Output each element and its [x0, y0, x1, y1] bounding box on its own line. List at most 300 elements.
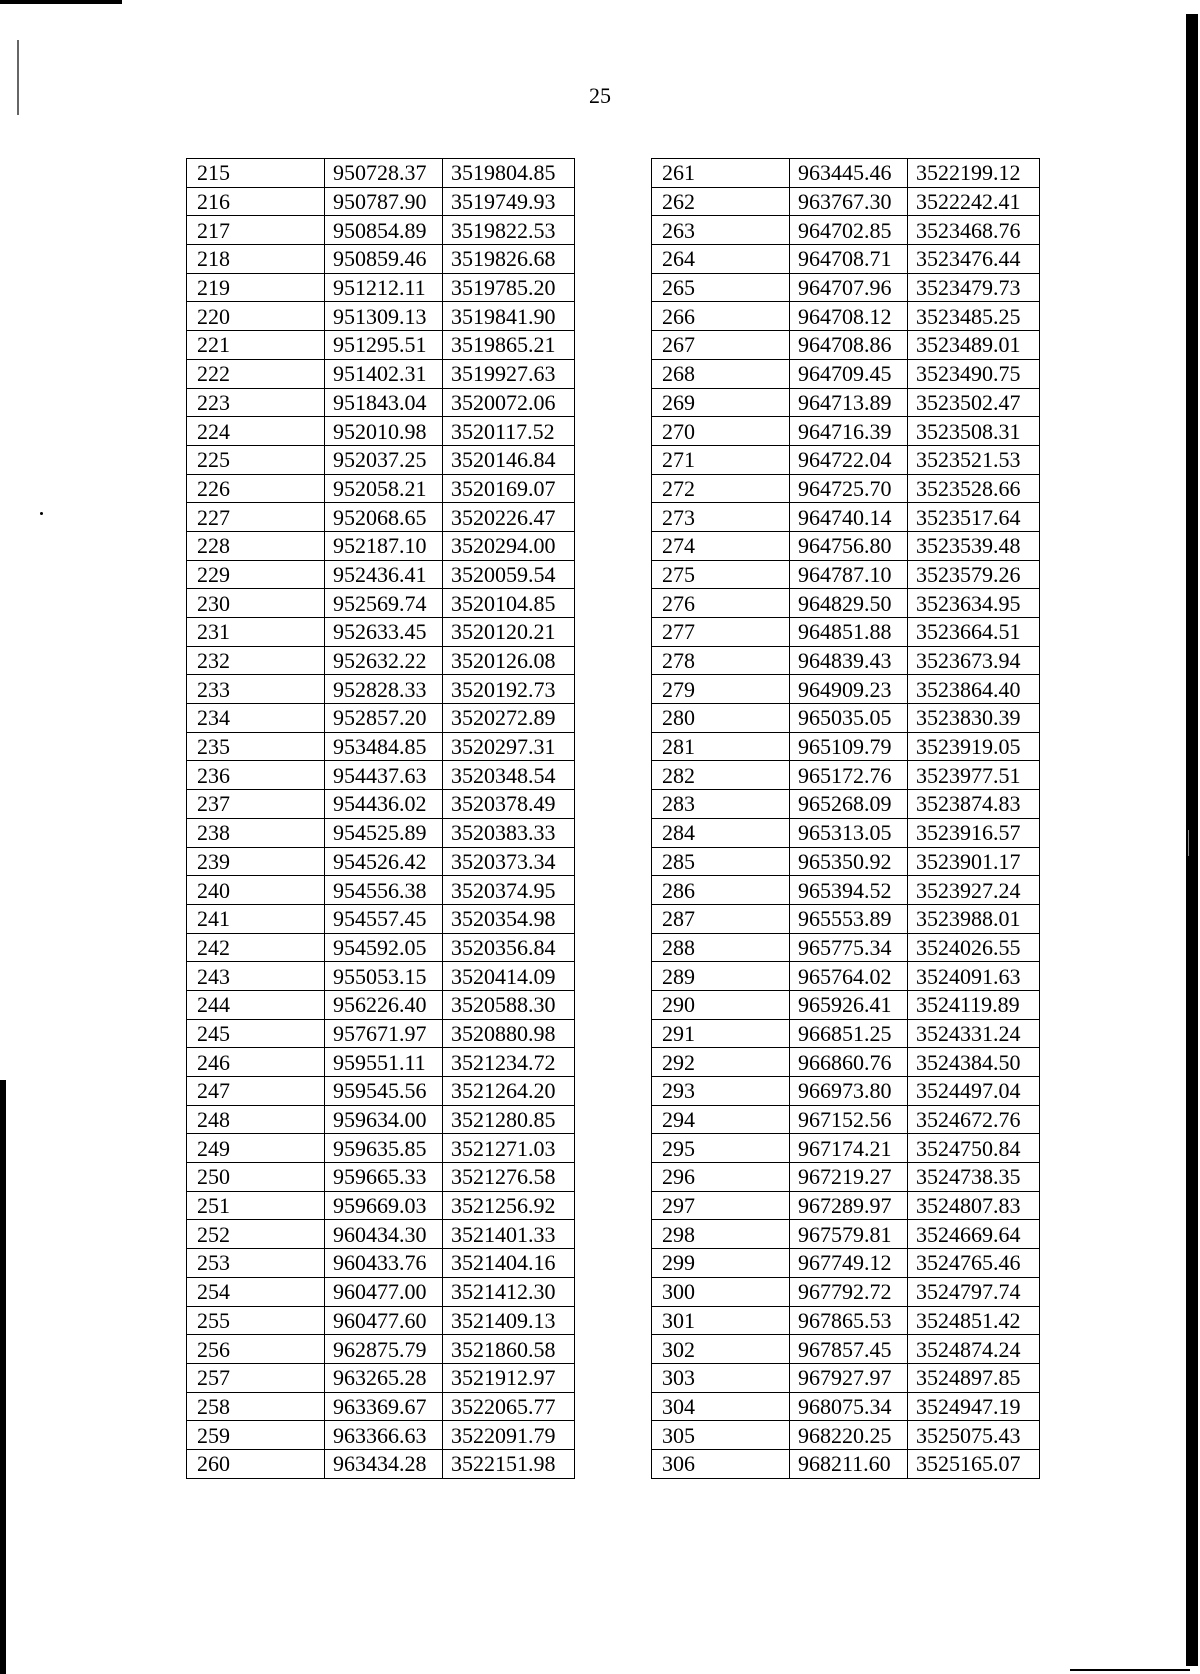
x-coordinate-cell: 965553.89 [790, 904, 908, 933]
table-row [652, 273, 1040, 302]
point-number-cell: 281 [652, 732, 790, 761]
x-coordinate-cell: 952187.10 [325, 531, 443, 560]
table-row [652, 1306, 1040, 1335]
y-coordinate-cell: 3520104.85 [443, 589, 575, 618]
point-number-cell: 291 [652, 1019, 790, 1048]
table-row [652, 531, 1040, 560]
y-coordinate-cell: 3524750.84 [908, 1134, 1040, 1163]
y-coordinate-cell: 3523517.64 [908, 503, 1040, 532]
table-row [652, 216, 1040, 245]
point-number-cell: 289 [652, 962, 790, 991]
point-number-cell: 272 [652, 474, 790, 503]
y-coordinate-cell: 3522091.79 [443, 1421, 575, 1450]
point-number-cell: 239 [187, 847, 325, 876]
y-coordinate-cell: 3520226.47 [443, 503, 575, 532]
x-coordinate-cell: 952068.65 [325, 503, 443, 532]
table-row [187, 732, 575, 761]
x-coordinate-cell: 959551.11 [325, 1048, 443, 1077]
y-coordinate-cell: 3520072.06 [443, 388, 575, 417]
y-coordinate-cell: 3523490.75 [908, 359, 1040, 388]
table-row [187, 1019, 575, 1048]
x-coordinate-cell: 967289.97 [790, 1191, 908, 1220]
x-coordinate-cell: 954592.05 [325, 933, 443, 962]
y-coordinate-cell: 3521409.13 [443, 1306, 575, 1335]
y-coordinate-cell: 3524497.04 [908, 1077, 1040, 1106]
y-coordinate-cell: 3519841.90 [443, 302, 575, 331]
point-number-cell: 241 [187, 904, 325, 933]
y-coordinate-cell: 3523916.57 [908, 818, 1040, 847]
x-coordinate-cell: 964708.71 [790, 245, 908, 274]
y-coordinate-cell: 3520192.73 [443, 675, 575, 704]
x-coordinate-cell: 950854.89 [325, 216, 443, 245]
point-number-cell: 248 [187, 1105, 325, 1134]
x-coordinate-cell: 963767.30 [790, 187, 908, 216]
y-coordinate-cell: 3523579.26 [908, 560, 1040, 589]
y-coordinate-cell: 3524331.24 [908, 1019, 1040, 1048]
coordinate-table-left [186, 158, 575, 1479]
y-coordinate-cell: 3519804.85 [443, 159, 575, 188]
y-coordinate-cell: 3522065.77 [443, 1392, 575, 1421]
point-number-cell: 288 [652, 933, 790, 962]
x-coordinate-cell: 957671.97 [325, 1019, 443, 1048]
x-coordinate-cell: 952037.25 [325, 445, 443, 474]
point-number-cell: 234 [187, 704, 325, 733]
point-number-cell: 240 [187, 876, 325, 905]
point-number-cell: 277 [652, 618, 790, 647]
point-number-cell: 235 [187, 732, 325, 761]
y-coordinate-cell: 3521271.03 [443, 1134, 575, 1163]
point-number-cell: 260 [187, 1449, 325, 1478]
point-number-cell: 256 [187, 1335, 325, 1364]
table-row [652, 1277, 1040, 1306]
y-coordinate-cell: 3520880.98 [443, 1019, 575, 1048]
point-number-cell: 230 [187, 589, 325, 618]
point-number-cell: 274 [652, 531, 790, 560]
y-coordinate-cell: 3524807.83 [908, 1191, 1040, 1220]
y-coordinate-cell: 3524384.50 [908, 1048, 1040, 1077]
table-row [187, 1191, 575, 1220]
x-coordinate-cell: 964722.04 [790, 445, 908, 474]
x-coordinate-cell: 967927.97 [790, 1363, 908, 1392]
point-number-cell: 273 [652, 503, 790, 532]
point-number-cell: 296 [652, 1163, 790, 1192]
table-row [187, 1249, 575, 1278]
table-row [652, 388, 1040, 417]
point-number-cell: 261 [652, 159, 790, 188]
y-coordinate-cell: 3520126.08 [443, 646, 575, 675]
point-number-cell: 295 [652, 1134, 790, 1163]
table-row [187, 589, 575, 618]
x-coordinate-cell: 952633.45 [325, 618, 443, 647]
table-row [652, 847, 1040, 876]
x-coordinate-cell: 960477.00 [325, 1277, 443, 1306]
y-coordinate-cell: 3521264.20 [443, 1077, 575, 1106]
point-number-cell: 269 [652, 388, 790, 417]
y-coordinate-cell: 3519826.68 [443, 245, 575, 274]
y-coordinate-cell: 3523830.39 [908, 704, 1040, 733]
y-coordinate-cell: 3523927.24 [908, 876, 1040, 905]
point-number-cell: 227 [187, 503, 325, 532]
table-row [652, 359, 1040, 388]
x-coordinate-cell: 954556.38 [325, 876, 443, 905]
x-coordinate-cell: 964707.96 [790, 273, 908, 302]
x-coordinate-cell: 959634.00 [325, 1105, 443, 1134]
point-number-cell: 237 [187, 790, 325, 819]
x-coordinate-cell: 965926.41 [790, 990, 908, 1019]
point-number-cell: 278 [652, 646, 790, 675]
y-coordinate-cell: 3523489.01 [908, 331, 1040, 360]
y-coordinate-cell: 3523634.95 [908, 589, 1040, 618]
y-coordinate-cell: 3520354.98 [443, 904, 575, 933]
table-row [652, 933, 1040, 962]
y-coordinate-cell: 3524672.76 [908, 1105, 1040, 1134]
y-coordinate-cell: 3524026.55 [908, 933, 1040, 962]
point-number-cell: 301 [652, 1306, 790, 1335]
x-coordinate-cell: 963369.67 [325, 1392, 443, 1421]
top-scan-rule [0, 0, 122, 4]
x-coordinate-cell: 968075.34 [790, 1392, 908, 1421]
point-number-cell: 282 [652, 761, 790, 790]
y-coordinate-cell: 3520297.31 [443, 732, 575, 761]
point-number-cell: 255 [187, 1306, 325, 1335]
point-number-cell: 303 [652, 1363, 790, 1392]
x-coordinate-cell: 954437.63 [325, 761, 443, 790]
x-coordinate-cell: 960434.30 [325, 1220, 443, 1249]
y-coordinate-cell: 3523864.40 [908, 675, 1040, 704]
y-coordinate-cell: 3524669.64 [908, 1220, 1040, 1249]
x-coordinate-cell: 964713.89 [790, 388, 908, 417]
x-coordinate-cell: 967219.27 [790, 1163, 908, 1192]
table-row [652, 1421, 1040, 1450]
table-row [187, 818, 575, 847]
table-row [187, 646, 575, 675]
point-number-cell: 232 [187, 646, 325, 675]
point-number-cell: 290 [652, 990, 790, 1019]
table-row [652, 675, 1040, 704]
point-number-cell: 257 [187, 1363, 325, 1392]
x-coordinate-cell: 965764.02 [790, 962, 908, 991]
table-row [187, 1277, 575, 1306]
table-row [652, 1191, 1040, 1220]
point-number-cell: 259 [187, 1421, 325, 1450]
x-coordinate-cell: 952058.21 [325, 474, 443, 503]
y-coordinate-cell: 3524797.74 [908, 1277, 1040, 1306]
x-coordinate-cell: 967579.81 [790, 1220, 908, 1249]
x-coordinate-cell: 967174.21 [790, 1134, 908, 1163]
point-number-cell: 294 [652, 1105, 790, 1134]
bottom-scan-rule [1070, 1669, 1190, 1671]
table-row [187, 761, 575, 790]
x-coordinate-cell: 965350.92 [790, 847, 908, 876]
y-coordinate-cell: 3521256.92 [443, 1191, 575, 1220]
y-coordinate-cell: 3523977.51 [908, 761, 1040, 790]
point-number-cell: 244 [187, 990, 325, 1019]
x-coordinate-cell: 967865.53 [790, 1306, 908, 1335]
table-row [652, 1077, 1040, 1106]
point-number-cell: 292 [652, 1048, 790, 1077]
x-coordinate-cell: 954557.45 [325, 904, 443, 933]
y-coordinate-cell: 3520117.52 [443, 417, 575, 446]
x-coordinate-cell: 964708.86 [790, 331, 908, 360]
x-coordinate-cell: 964725.70 [790, 474, 908, 503]
x-coordinate-cell: 966973.80 [790, 1077, 908, 1106]
table-row [652, 1220, 1040, 1249]
point-number-cell: 287 [652, 904, 790, 933]
table-row [652, 761, 1040, 790]
point-number-cell: 279 [652, 675, 790, 704]
x-coordinate-cell: 950787.90 [325, 187, 443, 216]
y-coordinate-cell: 3524119.89 [908, 990, 1040, 1019]
right-scan-mark [1188, 830, 1189, 856]
point-number-cell: 300 [652, 1277, 790, 1306]
point-number-cell: 236 [187, 761, 325, 790]
x-coordinate-cell: 964909.23 [790, 675, 908, 704]
table-row [652, 704, 1040, 733]
left-scan-edge [0, 1080, 6, 1674]
y-coordinate-cell: 3524897.85 [908, 1363, 1040, 1392]
x-coordinate-cell: 959545.56 [325, 1077, 443, 1106]
x-coordinate-cell: 951843.04 [325, 388, 443, 417]
table-row [187, 990, 575, 1019]
table-row [652, 962, 1040, 991]
table-row [187, 1335, 575, 1364]
point-number-cell: 226 [187, 474, 325, 503]
table-row [187, 1449, 575, 1478]
y-coordinate-cell: 3523468.76 [908, 216, 1040, 245]
table-row [652, 646, 1040, 675]
y-coordinate-cell: 3523479.73 [908, 273, 1040, 302]
table-row [187, 962, 575, 991]
y-coordinate-cell: 3520146.84 [443, 445, 575, 474]
x-coordinate-cell: 950728.37 [325, 159, 443, 188]
table-row [187, 331, 575, 360]
x-coordinate-cell: 964787.10 [790, 560, 908, 589]
table-row [652, 503, 1040, 532]
x-coordinate-cell: 964839.43 [790, 646, 908, 675]
point-number-cell: 246 [187, 1048, 325, 1077]
table-row [187, 876, 575, 905]
y-coordinate-cell: 3523919.05 [908, 732, 1040, 761]
table-row [187, 359, 575, 388]
x-coordinate-cell: 955053.15 [325, 962, 443, 991]
table-row [187, 618, 575, 647]
table-row [652, 732, 1040, 761]
table-row [187, 1220, 575, 1249]
y-coordinate-cell: 3523485.25 [908, 302, 1040, 331]
y-coordinate-cell: 3522151.98 [443, 1449, 575, 1478]
table-row [652, 1019, 1040, 1048]
point-number-cell: 262 [652, 187, 790, 216]
table-row [652, 589, 1040, 618]
y-coordinate-cell: 3519749.93 [443, 187, 575, 216]
point-number-cell: 252 [187, 1220, 325, 1249]
x-coordinate-cell: 951402.31 [325, 359, 443, 388]
x-coordinate-cell: 952828.33 [325, 675, 443, 704]
point-number-cell: 247 [187, 1077, 325, 1106]
y-coordinate-cell: 3520378.49 [443, 790, 575, 819]
table-row [187, 503, 575, 532]
point-number-cell: 258 [187, 1392, 325, 1421]
y-coordinate-cell: 3523476.44 [908, 245, 1040, 274]
table-row [187, 904, 575, 933]
table-row [652, 1335, 1040, 1364]
y-coordinate-cell: 3521280.85 [443, 1105, 575, 1134]
x-coordinate-cell: 964851.88 [790, 618, 908, 647]
y-coordinate-cell: 3523502.47 [908, 388, 1040, 417]
y-coordinate-cell: 3521860.58 [443, 1335, 575, 1364]
y-coordinate-cell: 3519822.53 [443, 216, 575, 245]
table-row [187, 704, 575, 733]
table-row [187, 1163, 575, 1192]
x-coordinate-cell: 951309.13 [325, 302, 443, 331]
x-coordinate-cell: 965109.79 [790, 732, 908, 761]
y-coordinate-cell: 3524091.63 [908, 962, 1040, 991]
x-coordinate-cell: 964829.50 [790, 589, 908, 618]
y-coordinate-cell: 3521401.33 [443, 1220, 575, 1249]
y-coordinate-cell: 3520059.54 [443, 560, 575, 589]
x-coordinate-cell: 964708.12 [790, 302, 908, 331]
y-coordinate-cell: 3523521.53 [908, 445, 1040, 474]
point-number-cell: 275 [652, 560, 790, 589]
table-row [187, 1134, 575, 1163]
x-coordinate-cell: 968211.60 [790, 1449, 908, 1478]
x-coordinate-cell: 965775.34 [790, 933, 908, 962]
x-coordinate-cell: 963445.46 [790, 159, 908, 188]
y-coordinate-cell: 3523539.48 [908, 531, 1040, 560]
point-number-cell: 219 [187, 273, 325, 302]
y-coordinate-cell: 3523664.51 [908, 618, 1040, 647]
point-number-cell: 305 [652, 1421, 790, 1450]
x-coordinate-cell: 963434.28 [325, 1449, 443, 1478]
table-row [652, 1134, 1040, 1163]
page-number: 25 [589, 83, 611, 108]
x-coordinate-cell: 966860.76 [790, 1048, 908, 1077]
x-coordinate-cell: 959669.03 [325, 1191, 443, 1220]
y-coordinate-cell: 3521912.97 [443, 1363, 575, 1392]
point-number-cell: 218 [187, 245, 325, 274]
table-row [652, 560, 1040, 589]
point-number-cell: 267 [652, 331, 790, 360]
y-coordinate-cell: 3520374.95 [443, 876, 575, 905]
point-number-cell: 304 [652, 1392, 790, 1421]
table-row [652, 876, 1040, 905]
point-number-cell: 221 [187, 331, 325, 360]
point-number-cell: 245 [187, 1019, 325, 1048]
x-coordinate-cell: 952010.98 [325, 417, 443, 446]
x-coordinate-cell: 964709.45 [790, 359, 908, 388]
table-row [652, 1048, 1040, 1077]
y-coordinate-cell: 3520348.54 [443, 761, 575, 790]
x-coordinate-cell: 953484.85 [325, 732, 443, 761]
point-number-cell: 293 [652, 1077, 790, 1106]
point-number-cell: 224 [187, 417, 325, 446]
y-coordinate-cell: 3523901.17 [908, 847, 1040, 876]
point-number-cell: 242 [187, 933, 325, 962]
point-number-cell: 216 [187, 187, 325, 216]
table-row [652, 1249, 1040, 1278]
table-row [652, 331, 1040, 360]
point-number-cell: 276 [652, 589, 790, 618]
point-number-cell: 299 [652, 1249, 790, 1278]
x-coordinate-cell: 963265.28 [325, 1363, 443, 1392]
point-number-cell: 229 [187, 560, 325, 589]
table-row [187, 531, 575, 560]
y-coordinate-cell: 3524738.35 [908, 1163, 1040, 1192]
y-coordinate-cell: 3522199.12 [908, 159, 1040, 188]
point-number-cell: 280 [652, 704, 790, 733]
x-coordinate-cell: 965172.76 [790, 761, 908, 790]
table-row [652, 187, 1040, 216]
x-coordinate-cell: 965313.05 [790, 818, 908, 847]
x-coordinate-cell: 952632.22 [325, 646, 443, 675]
point-number-cell: 254 [187, 1277, 325, 1306]
y-coordinate-cell: 3525165.07 [908, 1449, 1040, 1478]
table-row [187, 675, 575, 704]
table-row [187, 1306, 575, 1335]
y-coordinate-cell: 3520169.07 [443, 474, 575, 503]
y-coordinate-cell: 3523673.94 [908, 646, 1040, 675]
point-number-cell: 253 [187, 1249, 325, 1278]
point-number-cell: 251 [187, 1191, 325, 1220]
table-row [652, 474, 1040, 503]
point-number-cell: 228 [187, 531, 325, 560]
y-coordinate-cell: 3521404.16 [443, 1249, 575, 1278]
point-number-cell: 231 [187, 618, 325, 647]
table-row [187, 216, 575, 245]
point-number-cell: 250 [187, 1163, 325, 1192]
x-coordinate-cell: 968220.25 [790, 1421, 908, 1450]
y-coordinate-cell: 3519865.21 [443, 331, 575, 360]
table-row [187, 1392, 575, 1421]
x-coordinate-cell: 959665.33 [325, 1163, 443, 1192]
table-row [187, 159, 575, 188]
x-coordinate-cell: 956226.40 [325, 990, 443, 1019]
table-row [652, 990, 1040, 1019]
y-coordinate-cell: 3520588.30 [443, 990, 575, 1019]
y-coordinate-cell: 3524947.19 [908, 1392, 1040, 1421]
table-row [652, 904, 1040, 933]
y-coordinate-cell: 3520373.34 [443, 847, 575, 876]
x-coordinate-cell: 965035.05 [790, 704, 908, 733]
table-row [652, 1392, 1040, 1421]
y-coordinate-cell: 3519927.63 [443, 359, 575, 388]
y-coordinate-cell: 3524874.24 [908, 1335, 1040, 1364]
point-number-cell: 286 [652, 876, 790, 905]
y-coordinate-cell: 3520120.21 [443, 618, 575, 647]
point-number-cell: 284 [652, 818, 790, 847]
point-number-cell: 302 [652, 1335, 790, 1364]
y-coordinate-cell: 3520272.89 [443, 704, 575, 733]
point-number-cell: 271 [652, 445, 790, 474]
y-coordinate-cell: 3520356.84 [443, 933, 575, 962]
point-number-cell: 263 [652, 216, 790, 245]
x-coordinate-cell: 952569.74 [325, 589, 443, 618]
point-number-cell: 266 [652, 302, 790, 331]
table-row [652, 417, 1040, 446]
x-coordinate-cell: 959635.85 [325, 1134, 443, 1163]
table-row [187, 388, 575, 417]
y-coordinate-cell: 3524851.42 [908, 1306, 1040, 1335]
table-row [187, 1105, 575, 1134]
table-row [652, 1363, 1040, 1392]
table-row [187, 1077, 575, 1106]
table-row [652, 818, 1040, 847]
x-coordinate-cell: 952436.41 [325, 560, 443, 589]
y-coordinate-cell: 3523528.66 [908, 474, 1040, 503]
table-row [652, 445, 1040, 474]
point-number-cell: 217 [187, 216, 325, 245]
point-number-cell: 249 [187, 1134, 325, 1163]
